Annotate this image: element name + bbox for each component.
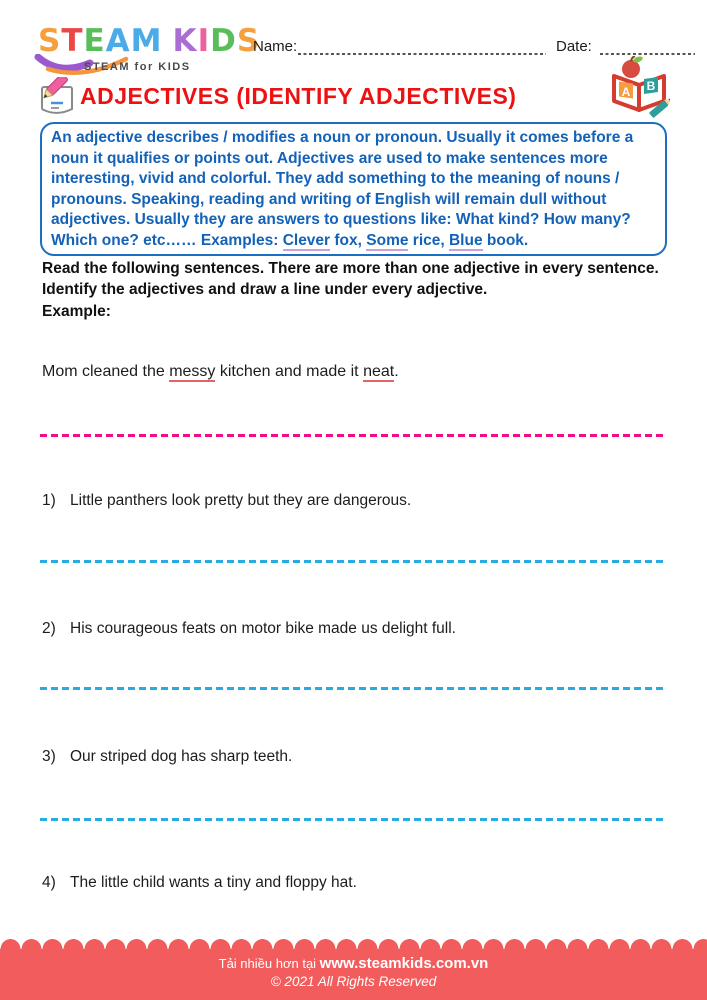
footer-website: www.steamkids.com.vn (319, 955, 489, 972)
date-fill-line[interactable] (600, 53, 695, 55)
question-row (42, 748, 672, 766)
example-word-underlined: Some (366, 231, 409, 249)
divider-pink (40, 434, 667, 437)
definition-text: rice, (408, 231, 449, 249)
question-text: Our striped dog has sharp teeth. (70, 748, 293, 765)
definition-text: An adjective describes / modifies a noun or pronoun. Usually it comes before a noun it qualifies or points out. Adjectives are used to make sentences more interesting, vivid and colorful. They add something to the meaning of nouns / pronouns. Speaking, reading and writing of English will remain dull without adjectives. Usually they are answers to questions like: What kind? How many? Which one? etc…… Examples: (51, 129, 634, 249)
example-sentence (42, 363, 399, 381)
divider-cyan (40, 687, 667, 690)
logo-tagline: STEAM for KIDS (84, 61, 191, 73)
footer-band (0, 949, 707, 1000)
abc-book-icon (608, 56, 670, 127)
footer-copyright: © 2021 All Rights Reserved (270, 974, 437, 989)
svg-text:B: B (646, 79, 656, 93)
question-number: 3) (42, 748, 56, 765)
question-number: 2) (42, 620, 56, 637)
question-text: His courageous feats on motor bike made us delight full. (70, 620, 456, 637)
logo-letter: T (61, 23, 84, 59)
definition-box (40, 122, 667, 256)
question-text: Little panthers look pretty but they are dangerous. (70, 492, 412, 509)
definition-text: fox, (330, 231, 367, 249)
question-number: 1) (42, 492, 56, 509)
example-label: Example: (42, 303, 111, 320)
example-sentence-text: kitchen and made it (215, 363, 364, 380)
logo-letter: S (236, 23, 261, 59)
logo-letter: A (105, 23, 131, 59)
underlined-adjective: neat (363, 363, 395, 380)
underlined-adjective: messy (169, 363, 216, 380)
question-number: 4) (42, 874, 56, 891)
divider-cyan (40, 818, 667, 821)
name-fill-line[interactable] (298, 53, 546, 55)
logo-letter: M (130, 23, 163, 59)
question-row (42, 492, 672, 510)
svg-text:A: A (621, 85, 631, 99)
definition-text: book. (482, 231, 529, 249)
logo-wordmark (38, 24, 260, 58)
example-word-underlined: Clever (282, 231, 331, 249)
question-row (42, 874, 672, 892)
name-label: Name: (253, 38, 298, 55)
instructions-text: Read the following sentences. There are more than one adjective in every sentence. Identify the adjectives and draw a line under every adjective. (42, 260, 659, 298)
date-label: Date: (556, 38, 592, 55)
example-word-underlined: Blue (448, 231, 483, 249)
logo-letter: D (210, 23, 237, 59)
example-sentence-text: Mom cleaned the (42, 363, 170, 380)
example-sentence-text: . (394, 363, 399, 380)
logo-letter: E (83, 23, 106, 59)
question-row (42, 620, 672, 638)
footer-download-line (0, 955, 707, 972)
page-title: ADJECTIVES (IDENTIFY ADJECTIVES) (80, 83, 517, 109)
logo-letter: K (172, 23, 198, 59)
footer-download-prefix: Tải nhiều hơn tại (218, 956, 320, 971)
pencil-note-icon (36, 77, 80, 124)
steam-kids-logo (38, 23, 261, 73)
divider-cyan (40, 560, 667, 563)
question-text: The little child wants a tiny and floppy hat. (70, 874, 357, 891)
footer (0, 937, 707, 1000)
logo-letter: S (38, 23, 62, 59)
logo-letter: I (197, 23, 211, 59)
footer-scallop-edge (0, 937, 707, 949)
